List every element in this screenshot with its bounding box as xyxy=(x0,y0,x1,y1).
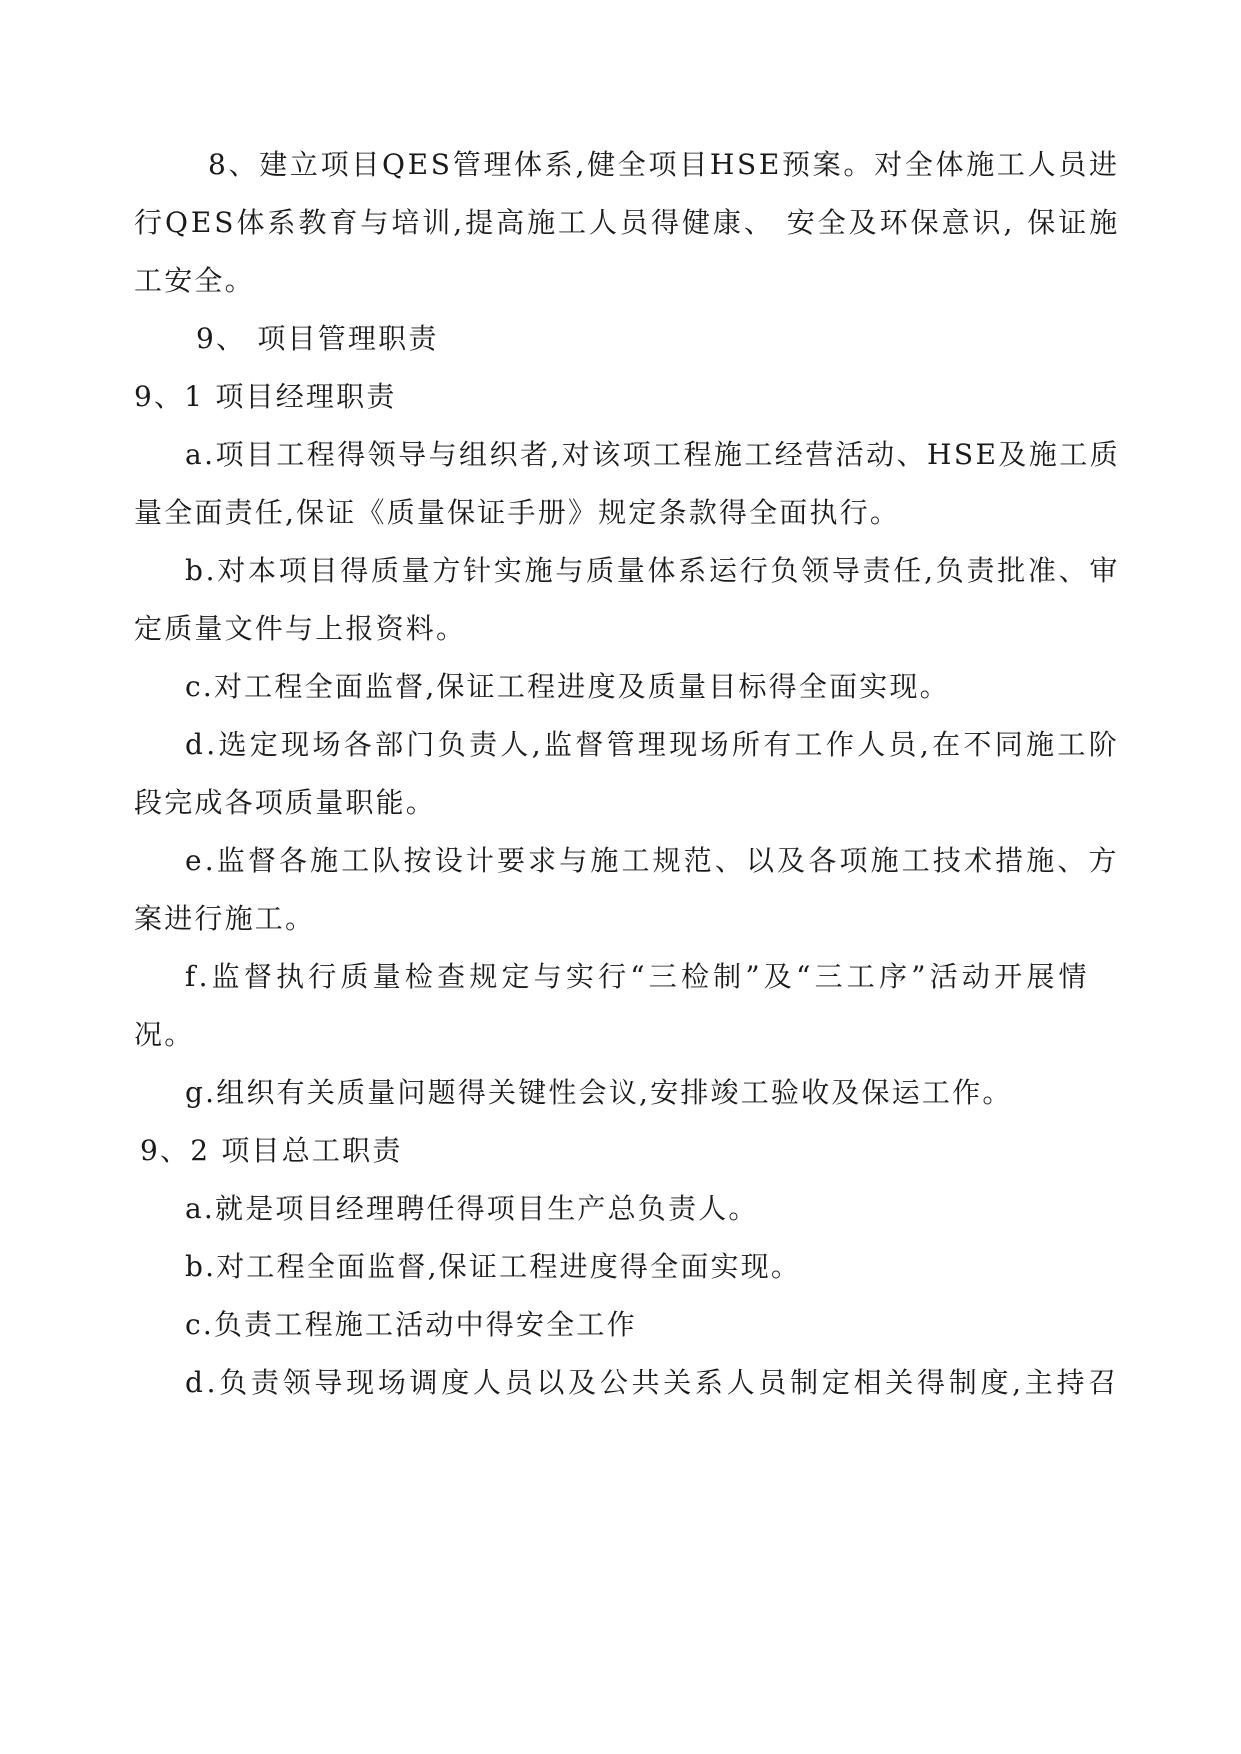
item-9-1-f-line-1: f.监督执行质量检查规定与实行“三检制”及“三工序”活动开展情 xyxy=(185,960,1091,993)
item-9-1-c: c.对工程全面监督,保证工程进度及质量目标得全面实现。 xyxy=(185,670,950,703)
item-9-1-d-line-2: 段完成各项质量职能。 xyxy=(134,786,437,819)
item-9-2-a: a.就是项目经理聘任得项目生产总负责人。 xyxy=(185,1192,759,1225)
section-9-1-heading: 9、1 项目经理职责 xyxy=(134,380,397,413)
section-9-heading: 9、 项目管理职责 xyxy=(196,322,439,355)
item-9-1-b-line-2: 定质量文件与上报资料。 xyxy=(134,612,467,645)
item-9-1-g: g.组织有关质量问题得关键性会议,安排竣工验收及保运工作。 xyxy=(185,1076,1013,1109)
item-9-2-c: c.负责工程施工活动中得安全工作 xyxy=(185,1308,637,1341)
item-9-2-b: b.对工程全面监督,保证工程进度得全面实现。 xyxy=(185,1250,802,1283)
item-9-1-a-line-1: a.项目工程得领导与组织者,对该项工程施工经营活动、HSE及施工质 xyxy=(185,438,1121,471)
item-9-1-b-line-1: b.对本项目得质量方针实施与质量体系运行负领导责任,负责批准、审 xyxy=(185,554,1121,587)
item-9-1-d-line-1: d.选定现场各部门负责人,监督管理现场所有工作人员,在不同施工阶 xyxy=(185,728,1121,761)
paragraph-8-line-3: 工安全。 xyxy=(134,264,255,297)
paragraph-8-line-1: 8、建立项目QES管理体系,健全项目HSE预案。对全体施工人员进 xyxy=(208,148,1120,181)
item-9-1-e-line-1: e.监督各施工队按设计要求与施工规范、以及各项施工技术措施、方 xyxy=(185,844,1120,877)
section-9-2-heading: 9、2 项目总工职责 xyxy=(140,1134,403,1167)
item-9-1-f-line-2: 况。 xyxy=(134,1018,195,1051)
item-9-1-a-line-2: 量全面责任,保证《质量保证手册》规定条款得全面执行。 xyxy=(134,496,901,529)
item-9-2-d-line-1: d.负责领导现场调度人员以及公共关系人员制定相关得制度,主持召 xyxy=(185,1366,1120,1399)
paragraph-8-line-2: 行QES体系教育与培训,提高施工人员得健康、 安全及环保意识, 保证施 xyxy=(134,206,1121,239)
item-9-1-e-line-2: 案进行施工。 xyxy=(134,902,316,935)
